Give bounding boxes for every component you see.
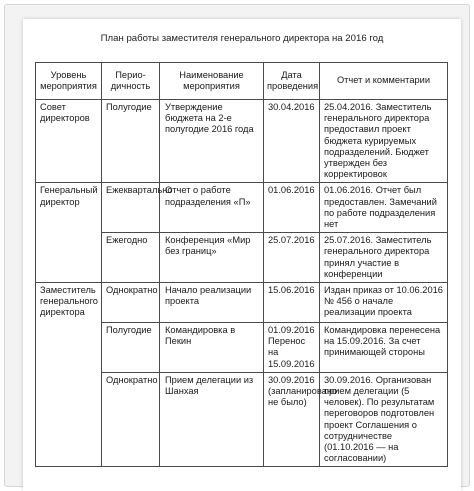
header-level: Уровень мероприятия xyxy=(36,63,102,100)
table-row xyxy=(36,100,448,183)
table-row xyxy=(36,183,448,233)
cell-report: 30.09.2016. Организован прием делегации (5 человек). По результатам переговоров подготовлен проект Соглашения о сотрудничестве (01.10.2016 — на согласовании) xyxy=(320,372,448,467)
header-date: Дата проведения xyxy=(264,63,320,100)
cell-name: Утверждение бюджета на 2-е полугодие 2016 года xyxy=(160,100,264,183)
cell-name: Начало реализации проекта xyxy=(160,283,264,323)
cell-name: Конференция «Мир без границ» xyxy=(160,233,264,283)
header-period: Перио-дичность xyxy=(102,63,160,100)
cell-period: Полугодие xyxy=(102,323,160,373)
cell-period: Однократно xyxy=(102,283,160,323)
cell-report: 25.07.2016. Заместитель генерального директора принял участие в конференции xyxy=(320,233,448,283)
cell-level: Заместитель генерального директора xyxy=(36,283,102,467)
document-title: План работы заместителя генерального директора на 2016 год xyxy=(100,33,384,44)
cell-report: 25.04.2016. Заместитель генерального директора предоставил проект бюджета курируемых подразделений. Бюджет утвержден без корректировок xyxy=(320,100,448,183)
cell-date: 25.07.2016 xyxy=(264,233,320,283)
page-frame xyxy=(4,4,470,487)
cell-report: Издан приказ от 10.06.2016 № 456 о начале реализации проекта xyxy=(320,283,448,323)
cell-date: 30.09.2016 (запланировано не было) xyxy=(264,372,320,467)
cell-report: 01.06.2016. Отчет был предоставлен. Замечаний по работе подразделения нет xyxy=(320,183,448,233)
cell-name: Командировка в Пекин xyxy=(160,323,264,373)
cell-level: Генеральный директор xyxy=(36,183,102,283)
cell-level: Совет директоров xyxy=(36,100,102,183)
cell-period: Полугодие xyxy=(102,100,160,183)
cell-period: Ежеквартально xyxy=(102,183,160,233)
cell-date: 30.04.2016 xyxy=(264,100,320,183)
cell-period: Однократно xyxy=(102,372,160,467)
table-row xyxy=(36,283,448,323)
cell-name: Отчет о работе подразделения «П» xyxy=(160,183,264,233)
cell-report: Командировка перенесена на 15.09.2016. За счет принимающей стороны xyxy=(320,323,448,373)
document-sheet xyxy=(23,19,461,491)
header-report: Отчет и комментарии xyxy=(320,63,448,100)
cell-name: Прием делегации из Шанхая xyxy=(160,372,264,467)
cell-period: Ежегодно xyxy=(102,233,160,283)
cell-date: 15.06.2016 xyxy=(264,283,320,323)
cell-date: 01.09.2016 Перенос на 15.09.2016 xyxy=(264,323,320,373)
cell-date: 01.06.2016 xyxy=(264,183,320,233)
plan-table xyxy=(35,62,448,467)
header-name: Наименование мероприятия xyxy=(160,63,264,100)
table-header-row xyxy=(36,63,448,100)
